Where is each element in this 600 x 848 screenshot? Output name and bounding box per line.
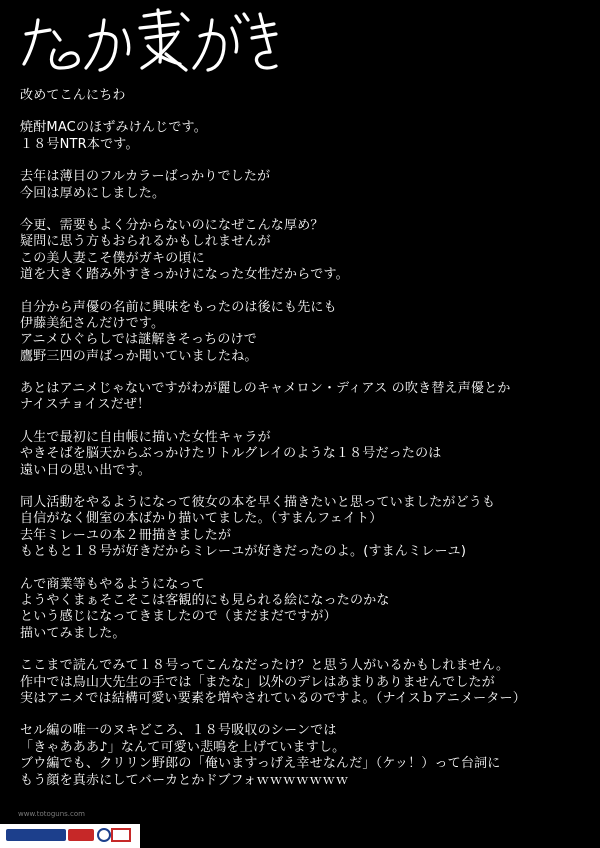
text-line: 「きゃあああ♪」なんて可愛い悲鳴を上げていますし。 <box>20 739 346 755</box>
paragraph <box>20 381 595 414</box>
text-line: アニメひぐらしでは謎解きそっちのけで <box>20 332 257 348</box>
watermark-url: www.totoguns.com <box>18 810 85 818</box>
paragraph <box>20 88 595 104</box>
text-line: 実はアニメでは結構可愛い要素を増やされているのですよ。（ナイスｂアニメーター） <box>20 690 526 706</box>
paragraph <box>20 218 595 284</box>
text-line: ようやくまぁそこそこは客観的にも見られる絵になったのかな <box>20 592 390 608</box>
text-line: という感じになってきましたので（まだまだですが） <box>20 609 337 625</box>
text-line: 改めてこんにちわ <box>20 88 126 103</box>
text-line: 伊藤美紀さんだけです。 <box>20 315 165 331</box>
text-line: 今回は厚めにしました。 <box>20 185 166 201</box>
text-line: この美人妻こそ僕がガキの頃に <box>20 250 205 266</box>
text-line: もう顔を真赤にしてバーカとかドブフォｗｗｗｗｗｗｗ <box>20 772 349 788</box>
text-line: 同人活動をやるようになって彼女の本を早く描きたいと思っていましたがどうも <box>20 495 496 511</box>
paragraph <box>20 430 595 479</box>
afterword-body <box>20 88 595 805</box>
text-line: んで商業等もやるようになって <box>20 576 205 592</box>
text-line: やきそばを脳天からぶっかけたリトルグレイのような１８号だったのは <box>20 446 442 462</box>
paragraph <box>20 723 595 789</box>
watermark-logo <box>4 824 134 846</box>
text-line: ここまで読んでみて１８号ってこんなだったけ？と思う人がいるかもしれません。 <box>20 658 510 674</box>
text-line: ブウ編でも、クリリン野郎の「俺いますっげえ幸せなんだ」（ケッ！）って台詞に <box>20 756 501 772</box>
text-line: もともと１８号が好きだからミレーユが好きだったのよ。(すまんミレーユ) <box>20 544 467 560</box>
text-line: 描いてみました。 <box>20 625 126 641</box>
text-line: セル編の唯一のヌキどころ、１８号吸収のシーンでは <box>20 723 337 739</box>
text-line: 疑問に思う方もおられるかもしれませんが <box>20 234 271 250</box>
text-line: 今更、需要もよく分からないのになぜこんな厚め？ <box>20 217 324 233</box>
handwritten-title <box>20 6 280 80</box>
text-line: 自分から声優の名前に興味をもったのは後にも先にも <box>20 299 337 315</box>
text-line: 人生で最初に自由帳に描いた女性キャラが <box>20 429 271 445</box>
text-line: １８号NTR本です。 <box>20 136 139 152</box>
text-line: 焼酎MACのほずみけんじです。 <box>20 120 207 136</box>
paragraph <box>20 169 595 202</box>
paragraph <box>20 577 595 643</box>
site-watermark <box>0 808 140 848</box>
paragraph <box>20 658 595 707</box>
text-line: 遠い日の思い出です。 <box>20 462 151 478</box>
paragraph <box>20 300 595 366</box>
handwritten-title-drawing <box>20 6 280 80</box>
text-line: 作中では鳥山大先生の手では「またな」以外のデレはあまりありませんでしたが <box>20 674 495 690</box>
paragraph <box>20 495 595 561</box>
text-line: 去年は薄目のフルカラーばっかりでしたが <box>20 169 271 185</box>
text-line: 自信がなく側室の本ばかり描いてました。（すまんフェイト） <box>20 511 383 527</box>
paragraph <box>20 120 595 153</box>
text-line: 道を大きく踏み外すきっかけになった女性だからです。 <box>20 267 349 283</box>
text-line: 去年ミレーユの本２冊描きましたが <box>20 527 232 543</box>
text-line: 鷹野三四の声ばっか聞いていましたね。 <box>20 348 258 364</box>
text-line: ナイスチョイスだぜ！ <box>20 397 151 413</box>
text-line: あとはアニメじゃないですがわが麗しのキャメロン・ディアス の吹き替え声優とか <box>20 381 511 397</box>
